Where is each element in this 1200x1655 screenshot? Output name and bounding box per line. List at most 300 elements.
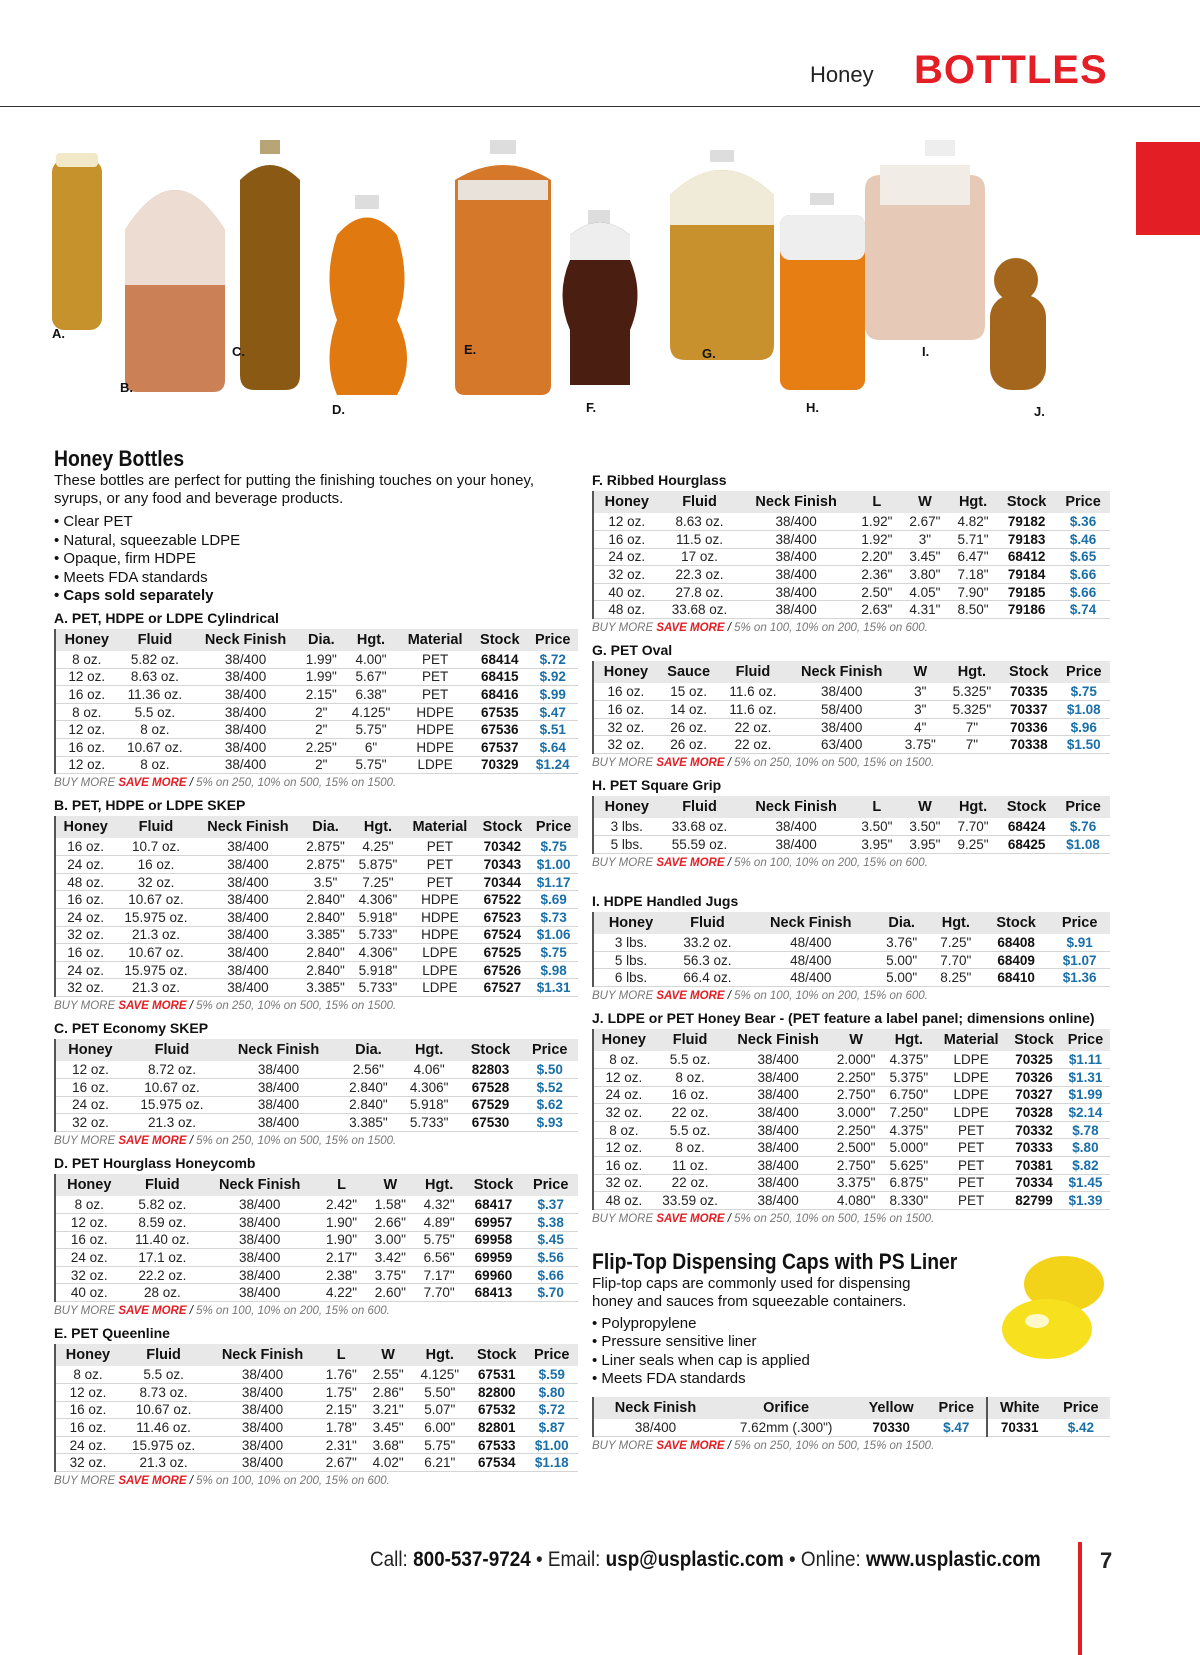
cell: 1.90" (317, 1231, 366, 1249)
bullet: • Opaque, firm HDPE (54, 550, 578, 569)
cell: 1.76" (318, 1366, 365, 1384)
col-header: Hgt. (415, 1174, 464, 1196)
section-c (54, 1020, 578, 1147)
cell: 5.5 oz. (654, 1051, 727, 1069)
stock-cell: 82799 (1007, 1192, 1061, 1210)
cell: 26 oz. (658, 736, 720, 754)
col-header: Honey (593, 491, 660, 513)
table-row (55, 1079, 578, 1097)
cell: 32 oz. (55, 1266, 123, 1284)
cell: 9.25" (949, 836, 997, 854)
cell: 3.95" (901, 836, 949, 854)
table-row (55, 838, 578, 856)
cell: 38/400 (197, 926, 300, 944)
col-header: White (987, 1397, 1052, 1419)
cell: 2.840" (338, 1096, 399, 1114)
stock-cell: 67522 (476, 891, 530, 909)
stock-cell: 68425 (997, 836, 1056, 854)
cell: 3.385" (299, 926, 351, 944)
cell: 32 oz. (55, 979, 115, 997)
price-cell: $1.06 (529, 926, 578, 944)
cell: 7.62mm (.300") (717, 1419, 855, 1437)
cell: 5.733" (352, 979, 404, 997)
cell: 3.375" (830, 1174, 883, 1192)
cell: 38/400 (726, 1139, 829, 1157)
table-row (593, 1121, 1110, 1139)
col-header: Neck Finish (593, 1397, 717, 1419)
cell: 4" (897, 718, 944, 736)
cell: 10.67 oz. (117, 738, 192, 756)
cell: 70330 (855, 1419, 927, 1437)
col-header: Sauce (658, 661, 720, 683)
cell: 1.90" (317, 1213, 366, 1231)
cell: 5.325" (944, 683, 1000, 701)
product-table (592, 912, 1110, 987)
cell: 22 oz. (719, 718, 786, 736)
stock-cell: 70333 (1007, 1139, 1061, 1157)
photo-label-i: I. (922, 344, 930, 359)
cell: 48 oz. (593, 1192, 654, 1210)
stock-cell: 70334 (1007, 1174, 1061, 1192)
table-row (55, 961, 578, 979)
cell: 16 oz. (55, 1231, 123, 1249)
col-header: Dia. (299, 629, 344, 651)
cell: 4.05" (901, 583, 949, 601)
table-row (593, 683, 1110, 701)
email-link[interactable]: usp@usplastic.com (605, 1548, 784, 1571)
cell: 6.38" (344, 686, 398, 704)
table-row (593, 1156, 1110, 1174)
col-header: Fluid (654, 1029, 727, 1051)
col-header: Fluid (660, 491, 740, 513)
price-cell: $1.31 (1061, 1069, 1110, 1087)
col-header: W (366, 1174, 415, 1196)
cell: 8 oz. (593, 1121, 654, 1139)
cell: 3" (897, 701, 944, 719)
price-cell: $.65 (1056, 548, 1110, 566)
cell: 38/400 (739, 583, 852, 601)
price-cell: $.38 (523, 1213, 578, 1231)
cell: PET (935, 1174, 1007, 1192)
cell: 38/400 (202, 1249, 317, 1267)
stock-cell: 70342 (476, 838, 530, 856)
cell: 15.975 oz. (125, 1096, 219, 1114)
col-header: W (365, 1344, 412, 1366)
section-title: A. PET, HDPE or LDPE Cylindrical (54, 609, 279, 626)
cell: 21.3 oz. (125, 1114, 219, 1132)
cell: 38/400 (207, 1384, 318, 1402)
stock-cell: 68412 (997, 548, 1056, 566)
col-header: Hgt. (949, 491, 997, 513)
col-header: L (318, 1344, 365, 1366)
cell: 12 oz. (55, 668, 117, 686)
cell: 2.840" (299, 944, 351, 962)
cell: 5.625" (882, 1156, 935, 1174)
table-row (55, 926, 578, 944)
buy-more-note: BUY MORE SAVE MORE / 5% on 250, 10% on 500, 15% on 1500. (54, 777, 397, 790)
price-cell: $1.31 (529, 979, 578, 997)
cell: 5.82 oz. (123, 1196, 203, 1214)
table-row (593, 1192, 1110, 1210)
cell: 38/400 (219, 1096, 338, 1114)
cell: 8 oz. (593, 1051, 654, 1069)
price-cell: $.70 (523, 1284, 578, 1302)
table-row (593, 566, 1110, 584)
stock-cell: 67526 (476, 961, 530, 979)
price-cell: $1.39 (1061, 1192, 1110, 1210)
table-row (593, 736, 1110, 754)
cell: 8 oz. (117, 721, 192, 739)
cell: LDPE (404, 979, 476, 997)
cell: 5.71" (949, 531, 997, 549)
table-row (55, 1401, 578, 1419)
price-cell: $.75 (529, 944, 578, 962)
cell: 7" (944, 736, 1000, 754)
cell: 5 lbs. (593, 951, 668, 969)
cell: 10.67 oz. (125, 1079, 219, 1097)
stock-cell: 70327 (1007, 1086, 1061, 1104)
bullet: • Polypropylene (592, 1315, 1110, 1334)
cell: 5.875" (352, 856, 404, 874)
cell: 16 oz. (593, 531, 660, 549)
col-header: Price (1056, 491, 1110, 513)
cell: 11.46 oz. (120, 1419, 207, 1437)
cell: 11.40 oz. (123, 1231, 203, 1249)
photo-label-g: G. (702, 346, 716, 361)
cell: 16 oz. (55, 838, 115, 856)
flip-title: Flip-Top Dispensing Caps with PS Liner (592, 1248, 958, 1274)
cell: 38/400 (786, 683, 896, 701)
cell: 40 oz. (593, 583, 660, 601)
cell: 28 oz. (123, 1284, 203, 1302)
cell: 7.70" (415, 1284, 464, 1302)
cell: 24 oz. (55, 1096, 125, 1114)
cell: 5 lbs. (593, 836, 660, 854)
price-cell: $1.08 (1058, 701, 1110, 719)
col-header: W (897, 661, 944, 683)
cell: 8.59 oz. (123, 1213, 203, 1231)
stock-cell: 79184 (997, 566, 1056, 584)
col-header: Stock (476, 816, 530, 838)
col-header: Stock (464, 1174, 524, 1196)
cell: 38/400 (197, 891, 300, 909)
cell: 7.18" (949, 566, 997, 584)
cell: HDPE (404, 926, 476, 944)
cell: 4.25" (352, 838, 404, 856)
cell: 38/400 (197, 873, 300, 891)
price-cell: $.36 (1056, 513, 1110, 531)
cell: 32 oz. (593, 718, 658, 736)
cell: 5.5 oz. (120, 1366, 207, 1384)
cell: 3.50" (853, 818, 901, 836)
table-row (55, 668, 578, 686)
cell: 2" (299, 703, 344, 721)
col-header: Price (1056, 796, 1110, 818)
cell: 32 oz. (55, 1114, 125, 1132)
product-table (592, 1029, 1110, 1210)
col-header: W (901, 796, 949, 818)
col-header: Neck Finish (739, 491, 852, 513)
section-tab (1136, 142, 1200, 235)
buy-more-note: BUY MORE SAVE MORE / 5% on 250, 10% on 500, 15% on 1500. (54, 1000, 397, 1012)
cell: 38/400 (207, 1366, 318, 1384)
stock-cell: 70329 (472, 756, 527, 774)
col-header: L (853, 491, 901, 513)
cell: 33.68 oz. (660, 601, 740, 619)
cell: 38/400 (207, 1436, 318, 1454)
col-header: Neck Finish (197, 816, 300, 838)
cell: 5.918" (352, 909, 404, 927)
col-header: Dia. (338, 1039, 399, 1061)
stock-cell: 68414 (472, 651, 527, 669)
section-b (54, 797, 578, 1012)
stock-cell: 70328 (1007, 1104, 1061, 1122)
cell: 21.3 oz. (120, 1454, 207, 1472)
cell: 38/400 (192, 703, 298, 721)
cell: 8.73 oz. (120, 1384, 207, 1402)
cell: 38/400 (726, 1051, 829, 1069)
intro-title: Honey Bottles (54, 446, 185, 471)
stock-cell: 70325 (1007, 1051, 1061, 1069)
cell: 38/400 (726, 1086, 829, 1104)
cell: 2.66" (366, 1213, 415, 1231)
cell: 7.17" (415, 1266, 464, 1284)
cell: 2.20" (853, 548, 901, 566)
flip-text: Flip-top caps are commonly used for dispensing honey and sauces from squeezable containers. (592, 1274, 911, 1310)
col-header: Neck Finish (786, 661, 896, 683)
cell: 8.63 oz. (660, 513, 740, 531)
stock-cell: 67529 (459, 1096, 521, 1114)
cell: 5.375" (882, 1069, 935, 1087)
cell: 16 oz. (55, 1401, 120, 1419)
cell: LDPE (935, 1086, 1007, 1104)
cell: 2" (299, 721, 344, 739)
price-cell: $.45 (523, 1231, 578, 1249)
price-cell: $1.11 (1061, 1051, 1110, 1069)
col-header: Price (527, 629, 578, 651)
col-header: Stock (997, 796, 1056, 818)
stock-cell: 69960 (464, 1266, 524, 1284)
table-row (55, 703, 578, 721)
stock-cell: 70338 (1000, 736, 1057, 754)
price-cell: $.56 (523, 1249, 578, 1267)
stock-cell: 70381 (1007, 1156, 1061, 1174)
cell: 38/400 (207, 1401, 318, 1419)
col-header: Neck Finish (747, 912, 875, 934)
cell: 15 oz. (658, 683, 720, 701)
cell: 2.500" (830, 1139, 883, 1157)
col-header: W (830, 1029, 883, 1051)
cell: 3.5" (299, 873, 351, 891)
price-cell: $1.18 (525, 1454, 578, 1472)
cell: 4.375" (882, 1121, 935, 1139)
cell: 32 oz. (55, 1454, 120, 1472)
buy-more-note: BUY MORE SAVE MORE / 5% on 250, 10% on 500, 15% on 1500. (54, 1134, 397, 1147)
header-title: BOTTLES (914, 48, 1108, 92)
cell: 70331 (987, 1419, 1052, 1437)
table-row (55, 909, 578, 927)
photo-label-d: D. (332, 402, 345, 417)
cell: 22.2 oz. (123, 1266, 203, 1284)
cell: 4.32" (415, 1196, 464, 1214)
cell: 5.000" (882, 1139, 935, 1157)
cell: 6.56" (415, 1249, 464, 1267)
col-header: Hgt. (944, 661, 1000, 683)
cell: 5.00" (875, 951, 929, 969)
cell: 3 lbs. (593, 818, 660, 836)
cell: 3.000" (830, 1104, 883, 1122)
cell: LDPE (398, 756, 472, 774)
table-row (593, 1086, 1110, 1104)
cell: 2.250" (830, 1069, 883, 1087)
cell: 2.38" (317, 1266, 366, 1284)
cell: 7" (944, 718, 1000, 736)
stock-cell: 67528 (459, 1079, 521, 1097)
stock-cell: 70344 (476, 873, 530, 891)
cell: 16 oz. (593, 683, 658, 701)
col-header: Price (529, 816, 578, 838)
cell: 1.92" (853, 513, 901, 531)
cell: 5.67" (344, 668, 398, 686)
cell: 56.3 oz. (668, 951, 747, 969)
cell: 58/400 (786, 701, 896, 719)
cell: 2.25" (299, 738, 344, 756)
stock-cell: 67534 (468, 1454, 526, 1472)
section-title: I. HDPE Handled Jugs (592, 892, 739, 909)
cell: 3.385" (299, 979, 351, 997)
table-row (593, 1051, 1110, 1069)
table-row (55, 1114, 578, 1132)
buy-more-note: BUY MORE SAVE MORE / 5% on 250, 10% on 500, 15% on 1500. (592, 1212, 935, 1225)
cell: 38/400 (192, 668, 298, 686)
cell: 4.125" (412, 1366, 468, 1384)
col-header: L (853, 796, 901, 818)
cell: 4.125" (344, 703, 398, 721)
col-header: Fluid (660, 796, 740, 818)
cell: 5.07" (412, 1401, 468, 1419)
cell: 2" (299, 756, 344, 774)
col-header: Fluid (719, 661, 786, 683)
cell: 12 oz. (55, 721, 117, 739)
cell: 15.975 oz. (115, 961, 196, 979)
col-header: Fluid (125, 1039, 219, 1061)
cell: 8 oz. (654, 1069, 727, 1087)
table-row (55, 891, 578, 909)
col-header: Neck Finish (192, 629, 298, 651)
stock-cell: 67527 (476, 979, 530, 997)
cell: 5.5 oz. (117, 703, 192, 721)
cell: 3 lbs. (593, 934, 668, 952)
stock-cell: 70343 (476, 856, 530, 874)
cell: PET (398, 651, 472, 669)
col-header: Hgt. (412, 1344, 468, 1366)
cell: 2.63" (853, 601, 901, 619)
cell: 8.72 oz. (125, 1061, 219, 1079)
cell: 3.45" (365, 1419, 412, 1437)
price-cell: $.69 (529, 891, 578, 909)
price-cell: $.78 (1061, 1121, 1110, 1139)
price-cell: $.80 (1061, 1139, 1110, 1157)
cell: 24 oz. (593, 1086, 654, 1104)
cell: PET (404, 873, 476, 891)
cell: 11 oz. (654, 1156, 727, 1174)
cell: PET (935, 1192, 1007, 1210)
cell: 38/400 (726, 1192, 829, 1210)
col-header: Stock (1007, 1029, 1061, 1051)
col-header: Stock (459, 1039, 521, 1061)
cell: 4.31" (901, 601, 949, 619)
col-header: Price (927, 1397, 987, 1419)
col-header: Dia. (875, 912, 929, 934)
phone-link[interactable]: 800-537-9724 (413, 1548, 531, 1571)
table-row (55, 1196, 578, 1214)
cell: 38/400 (726, 1121, 829, 1139)
section-d (54, 1155, 578, 1317)
cell: 24 oz. (593, 548, 660, 566)
cell: 4.375" (882, 1051, 935, 1069)
price-cell: $.72 (527, 651, 578, 669)
cell: 12 oz. (593, 513, 660, 531)
buy-more-note: BUY MORE SAVE MORE / 5% on 250, 10% on 500, 15% on 1500. (592, 756, 935, 769)
cell: 3.50" (901, 818, 949, 836)
cell: 3.75" (366, 1266, 415, 1284)
price-cell: $2.14 (1061, 1104, 1110, 1122)
cell: 2.36" (853, 566, 901, 584)
col-header: Dia. (299, 816, 351, 838)
col-header: Price (1061, 1029, 1110, 1051)
cell: 2.67" (318, 1454, 365, 1472)
cell: 12 oz. (593, 1139, 654, 1157)
cell: 3.42" (366, 1249, 415, 1267)
website-link[interactable]: www.usplastic.com (866, 1548, 1041, 1571)
table-row (55, 1284, 578, 1302)
stock-cell: 67525 (476, 944, 530, 962)
product-table (54, 1344, 578, 1472)
stock-cell: 70332 (1007, 1121, 1061, 1139)
product-table (592, 661, 1110, 754)
cell: 8 oz. (55, 703, 117, 721)
col-header: Material (398, 629, 472, 651)
cell: 5.82 oz. (117, 651, 192, 669)
cell: 3.95" (853, 836, 901, 854)
cell: 48/400 (747, 951, 875, 969)
cell: 7.90" (949, 583, 997, 601)
cell: 38/400 (726, 1156, 829, 1174)
cell: 16 oz. (593, 701, 658, 719)
photo-label-h: H. (806, 400, 819, 415)
cell: 38/400 (202, 1213, 317, 1231)
table-row (593, 583, 1110, 601)
header-category: Honey (810, 62, 874, 87)
table-row (593, 836, 1110, 854)
section-title: D. PET Hourglass Honeycomb (54, 1154, 256, 1171)
price-cell: $.51 (527, 721, 578, 739)
cell: 5.50" (412, 1384, 468, 1402)
cell: 6.875" (882, 1174, 935, 1192)
col-header: Yellow (855, 1397, 927, 1419)
cell: 38/400 (192, 686, 298, 704)
cell: 2.15" (318, 1401, 365, 1419)
stock-cell: 70336 (1000, 718, 1057, 736)
cell: 38/400 (192, 651, 298, 669)
cell: 22 oz. (719, 736, 786, 754)
cell: 1.58" (366, 1196, 415, 1214)
cell: 38/400 (219, 1114, 338, 1132)
price-cell: $.93 (521, 1114, 578, 1132)
col-header: W (901, 491, 949, 513)
table-row (593, 1419, 1110, 1437)
buy-more-note: BUY MORE SAVE MORE / 5% on 100, 10% on 200, 15% on 600. (592, 856, 928, 869)
